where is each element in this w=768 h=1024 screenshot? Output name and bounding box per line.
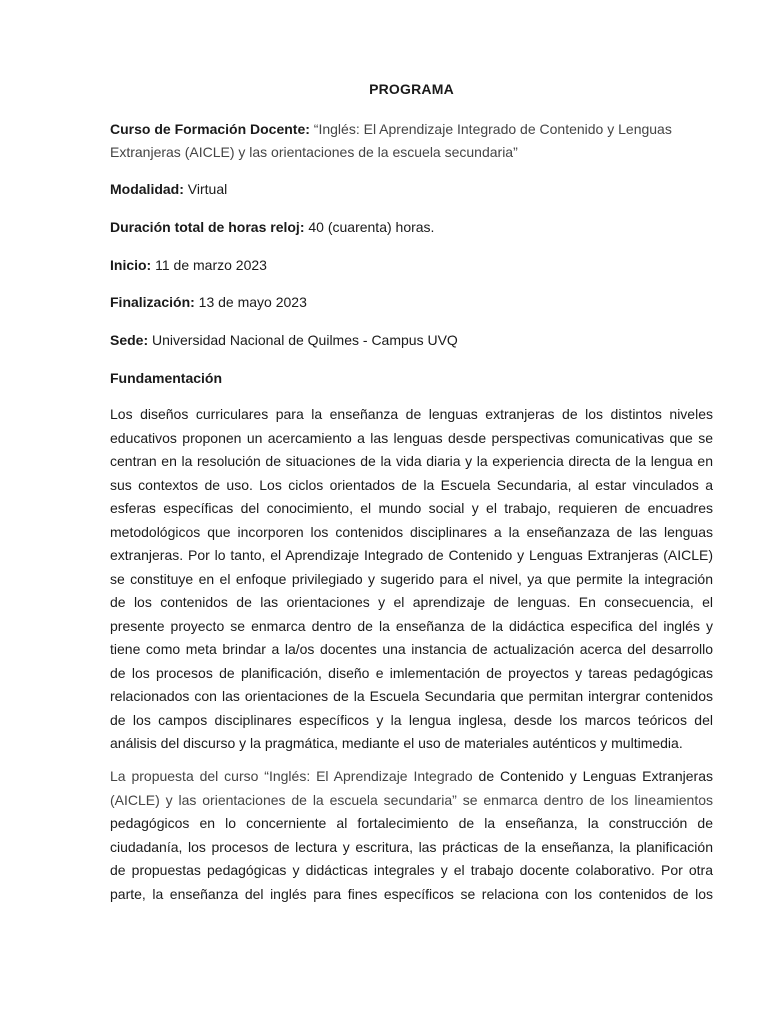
paragraph-line: análisis del discurso y la pragmática, mediante el uso de materiales auténticos y multimedia. [110, 735, 683, 751]
paragraph-line: esferas específicas del conocimiento, el mundo social y el trabajo, requieren de encuadres [110, 500, 713, 516]
paragraph-propuesta [110, 765, 713, 906]
duration-label: Duración total de horas reloj: [110, 219, 305, 235]
start-label: Inicio: [110, 257, 152, 273]
end-line [110, 292, 307, 312]
paragraph-fundamentacion [110, 403, 713, 756]
document-title: PROGRAMA [369, 81, 454, 97]
paragraph-run: de Contenido y Lenguas Extranjeras [472, 768, 713, 784]
venue-value: Universidad Nacional de Quilmes - Campus UVQ [148, 332, 458, 348]
course-line-1 [110, 119, 672, 139]
paragraph-line: sus contextos de uso. Los ciclos orientados de la Escuela Secundaria, al estar vinculados a [110, 476, 713, 493]
paragraph-line: tiene como meta brindar a la/os docentes una instancia de actualización acerca del desarrollo [110, 641, 713, 657]
course-value-1: “Inglés: El Aprendizaje Integrado de Contenido y Lenguas [309, 121, 672, 137]
section-heading: Fundamentación [110, 370, 223, 386]
paragraph-line: presente proyecto se enmarca dentro de la enseñanza de la didáctica especifica del inglés y [110, 617, 713, 634]
paragraph-line: relacionados con las orientaciones de la Escuela Secundaria que permitan intergrar contenidos [110, 688, 713, 704]
modality-value: Virtual [183, 181, 228, 197]
duration-value: 40 (cuarenta) horas. [304, 219, 435, 235]
paragraph-line: ciudadanía, los procesos de lectura y escritura, las prácticas de la enseñanza, la planificación [110, 838, 713, 855]
paragraph-line: de los campos disciplinares específicos y la lengua inglesa, desde los marcos teóricos del [110, 711, 713, 728]
venue-label: Sede: [110, 332, 149, 348]
paragraph-line: parte, la enseñanza del inglés para fines específicos se relaciona con los contenidos de los [110, 885, 713, 902]
start-line [110, 255, 267, 275]
paragraph-line: de propuestas pedagógicas y didácticas integrales y el trabajo docente colaborativo. Por otra [110, 862, 713, 878]
paragraph-line: extranjeras. Por lo tanto, el Aprendizaje Integrado de Contenido y Lenguas Extranjeras (AICLE) [110, 547, 713, 563]
paragraph-line: de los procesos de planificación, diseño e imlementación de proyectos y tareas pedagógicas [110, 664, 713, 681]
paragraph-light-run: La propuesta del curso “Inglés: El Aprendizaje Integrado [110, 768, 473, 784]
end-value: 13 de mayo 2023 [194, 294, 307, 310]
paragraph-line: metodológicos que incorporen los contenidos disciplinares a la enseñanzaza de las lenguas [110, 523, 713, 540]
paragraph-line [110, 765, 713, 789]
paragraph-line: educativos proponen un acercamiento a las lenguas desde perspectivas comunicativas que se [110, 429, 713, 446]
duration-line [110, 217, 434, 237]
paragraph-line: Los diseños curriculares para la enseñanza de lenguas extranjeras de los distintos niveles [110, 406, 713, 422]
paragraph-line: se constituye en el enfoque privilegiado y sugerido para el nivel, ya que permite la integración [110, 570, 713, 587]
end-label: Finalización: [110, 294, 195, 310]
paragraph-line: de los contenidos de las orientaciones y el aprendizaje de lenguas. En consecuencia, el [110, 594, 713, 610]
venue-line [110, 330, 458, 350]
course-label: Curso de Formación Docente: [110, 121, 310, 137]
start-value: 11 de marzo 2023 [151, 257, 267, 273]
paragraph-line: pedagógicos en lo concerniente al fortalecimiento de la enseñanza, la construcción de [110, 815, 713, 831]
modality-line [110, 179, 227, 199]
paragraph-line: (AICLE) y las orientaciones de la escuela secundaria” se enmarca dentro de los lineamientos [110, 791, 713, 808]
modality-label: Modalidad: [110, 181, 184, 197]
paragraph-line: centran en la resolución de situaciones de la vida diaria y la experiencia directa de la lengua en [110, 453, 713, 469]
course-value-2: Extranjeras (AICLE) y las orientaciones de la escuela secundaria” [110, 144, 518, 160]
